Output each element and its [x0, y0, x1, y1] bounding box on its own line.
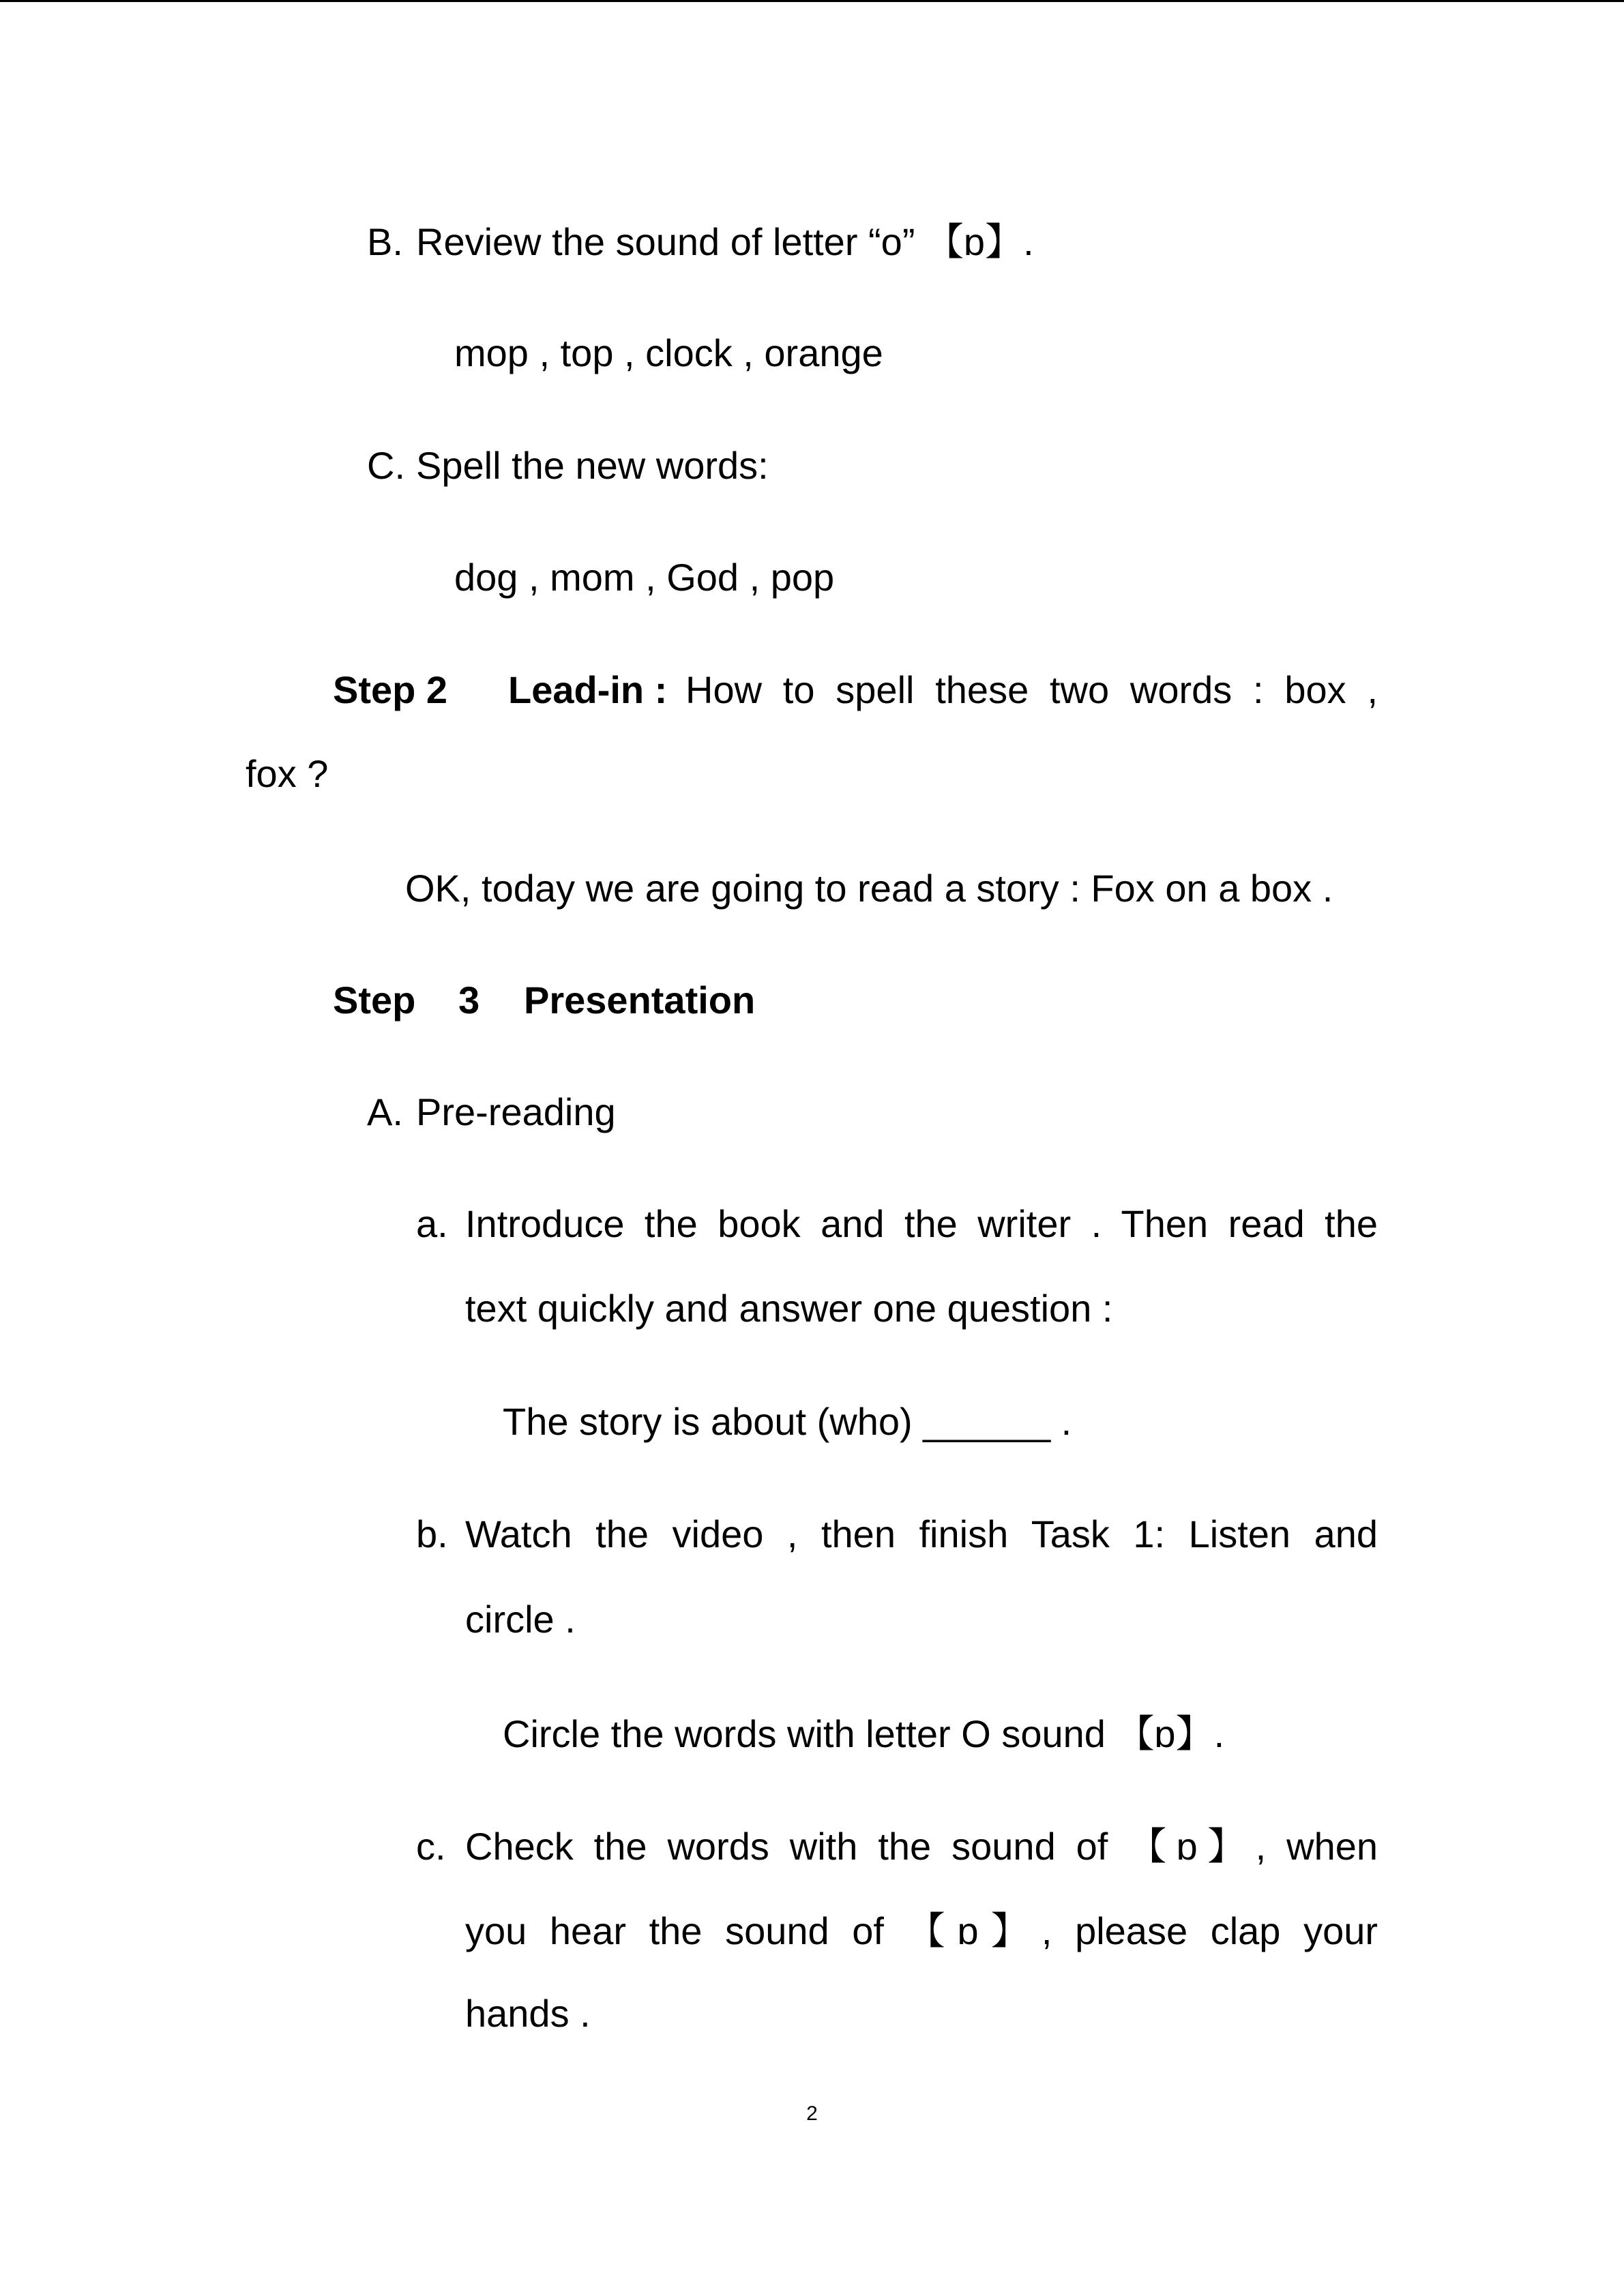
subitem-c-text-line1: Check the words with the sound of 【ɒ】, when	[465, 1825, 1378, 1868]
item-c-marker: C.	[367, 444, 405, 487]
item-a-marker: A.	[367, 1090, 403, 1133]
subitem-c-text-line3: hands .	[465, 1992, 591, 2035]
subitem-b-marker: b.	[416, 1512, 448, 1555]
item-c-words: dog , mom , God , pop	[454, 556, 835, 599]
subitem-c-text-line2: you hear the sound of 【ɒ】, please clap your	[465, 1909, 1378, 1952]
step3-title: Presentation	[524, 979, 756, 1022]
step3-label: Step	[333, 979, 416, 1022]
subitem-b-text-line1: Watch the video , then finish Task 1: Listen and	[465, 1512, 1378, 1555]
page-top-border	[0, 0, 1624, 2]
step3-number: 3	[458, 979, 480, 1022]
story-question: The story is about (who) ______ .	[503, 1400, 1072, 1443]
subitem-b-text-line2: circle .	[465, 1598, 576, 1641]
item-a-text: Pre-reading	[416, 1090, 616, 1133]
step2-text: How to spell these two words : box ,	[685, 668, 1378, 711]
step2-continuation: fox ?	[246, 752, 329, 795]
circle-instruction: Circle the words with letter O sound 【ɒ】.	[503, 1712, 1225, 1755]
item-b-words: mop , top , clock , orange	[454, 331, 883, 374]
subitem-a-text-line1: Introduce the book and the writer . Then read the	[465, 1202, 1378, 1245]
item-b-marker: B.	[367, 220, 403, 263]
item-c-text: Spell the new words:	[416, 444, 769, 487]
step2-heading	[333, 666, 447, 714]
subitem-c-marker: c.	[416, 1825, 446, 1868]
intro-sentence: OK, today we are going to read a story : Fox on a box .	[405, 867, 1333, 910]
page-number: 2	[806, 2102, 818, 2125]
subitem-a-marker: a.	[416, 1202, 448, 1245]
step2-leadin-label: Lead-in :	[508, 668, 668, 711]
item-b-text: Review the sound of letter “o” 【ɒ】.	[416, 220, 1034, 263]
subitem-a-text-line2: text quickly and answer one question :	[465, 1287, 1113, 1330]
step2-label: Step 2	[333, 668, 448, 711]
